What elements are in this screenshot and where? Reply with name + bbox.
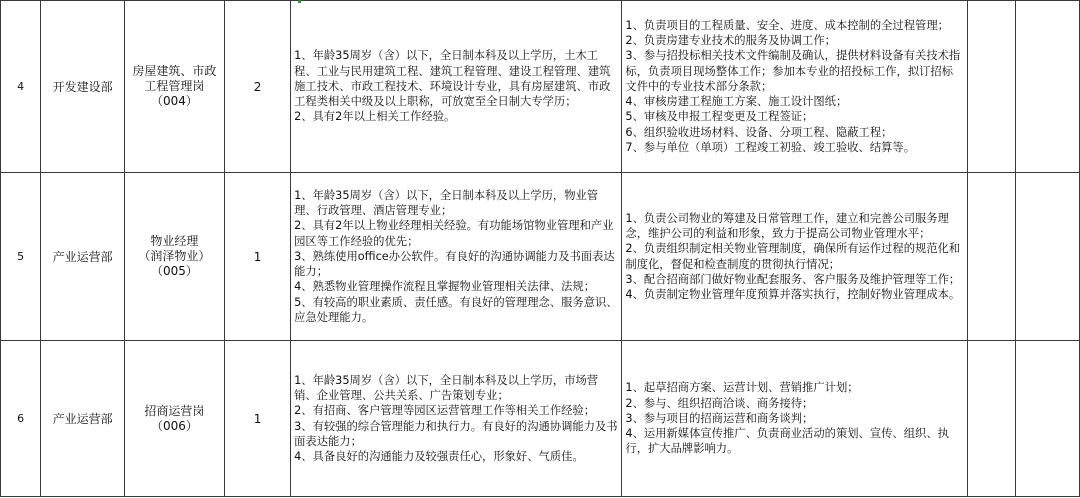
requirement-item: 1、年龄35周岁（含）以下，全日制本科及以上学历，物业管理、行政管理、酒店管理专业； <box>294 189 599 218</box>
table-row <box>1 1 1080 173</box>
requirement-item: 5、有较高的职业素质、责任感。有良好的管理理念、服务意识、应急处理能力。 <box>294 295 618 324</box>
position-line: 招商运营岗 <box>144 403 205 418</box>
position-cell <box>124 173 224 341</box>
row-number-cell: 5 <box>1 173 41 341</box>
requirement-item: 2、具有2年以上相关工作经验。 <box>294 110 456 124</box>
duty-item: 3、参与招投标相关技术文件编制及确认，提供材料设备有关技术指标，负责项目现场整体工作；参加本专业的招投标工作，拟订招标文件中的专业技术部分条款； <box>625 49 961 93</box>
duty-item: 6、组织验收进场材料、设备、分项工程、隐蔽工程； <box>625 125 893 139</box>
duty-item: 4、负责制定物业管理年度预算并落实执行，控制好物业管理成本。 <box>625 287 961 301</box>
duty-item: 5、审核及申报工程变更及工程签证； <box>625 110 814 124</box>
requirement-item: 4、熟悉物业管理操作流程且掌握物业管理相关法律、法规； <box>294 280 596 294</box>
empty-cell <box>967 1 1016 173</box>
row-number-cell: 4 <box>1 1 41 173</box>
cell-comment-marker <box>298 0 301 3</box>
requirements-cell <box>291 341 622 497</box>
duty-item: 2、负责房建专业技术的服务及协调工作； <box>625 34 836 48</box>
duty-item: 2、负责组织制定相关物业管理制度，确保所有运作过程的规范化和制度化，督促和检查制度的贯彻执行情况； <box>625 242 961 271</box>
requirement-item: 3、熟练使用office办公软件。有良好的沟通协调能力及书面表达能力； <box>294 249 615 279</box>
duty-item: 1、起草招商方案、运营计划、营销推广计划； <box>625 381 859 395</box>
position-line: 物业经理 <box>150 234 199 248</box>
position-line: 工程管理岗 <box>144 79 205 93</box>
duty-item: 3、配合招商部门做好物业配套服务、客户服务及维护管理等工作； <box>625 272 961 286</box>
requirement-item: 1、年龄35周岁（含）以下，全日制本科及以上学历，土木工程、工业与民用建筑工程、建筑工程管理、建设工程管理、建筑施工技术、市政工程技术、环境设计专业，具有房屋建筑、市政工程类相关中级及以上职称，可放宽至全日制大专学历； <box>294 49 611 109</box>
headcount-cell: 1 <box>225 341 291 497</box>
requirement-item: 4、具备良好的沟通能力及较强责任心，形象好、气质佳。 <box>294 449 584 463</box>
position-line: 房屋建筑、市政 <box>132 64 217 78</box>
duties-cell <box>622 173 967 341</box>
duties-cell <box>622 1 967 173</box>
empty-cell <box>967 173 1016 341</box>
empty-cell <box>1016 1 1080 173</box>
duty-item: 3、参与项目的招商运营和商务谈判； <box>625 411 814 425</box>
position-cell <box>124 341 224 497</box>
duty-item: 4、审核房建工程施工方案、施工设计图纸； <box>625 95 848 109</box>
position-cell <box>124 1 224 173</box>
empty-cell <box>967 341 1016 497</box>
position-code: （006） <box>150 418 198 433</box>
table-row <box>1 173 1080 341</box>
headcount-cell: 1 <box>225 173 291 341</box>
duty-item: 7、参与单位（单项）工程竣工初验、竣工验收、结算等。 <box>625 140 916 154</box>
duty-item: 2、参与、组织招商洽谈、商务接待； <box>625 396 814 410</box>
requirement-item: 1、年龄35周岁（含）以下，全日制本科及以上学历，市场营销、企业管理、公共关系、广告策划专业； <box>294 373 599 403</box>
duties-cell <box>622 341 967 497</box>
empty-cell <box>1016 173 1080 341</box>
position-line: （润泽物业） <box>138 249 211 263</box>
duty-item: 1、负责公司物业的筹建及日常管理工作，建立和完善公司服务理念，维护公司的利益和形象，致力于提高公司物业管理水平； <box>625 211 949 241</box>
position-code: （004） <box>150 94 198 108</box>
requirement-item: 3、有较强的综合管理能力和执行力。有良好的沟通协调能力及书面表达能力； <box>294 419 618 448</box>
duty-item: 1、负责项目的工程质量、安全、进度、成本控制的全过程管理； <box>625 19 949 33</box>
department-cell: 产业运营部 <box>41 341 124 497</box>
row-number-cell: 6 <box>1 341 41 497</box>
duty-item: 4、运用新媒体宣传推广、负责商业活动的策划、宣传、组织、执行，扩大品牌影响力。 <box>625 427 949 456</box>
position-code: （005） <box>150 264 198 278</box>
headcount-cell: 2 <box>225 1 291 173</box>
requirements-cell <box>291 173 622 341</box>
requirement-item: 2、具有2年以上物业经理相关经验。有功能场馆物业管理和产业园区等工作经验的优先； <box>294 219 614 248</box>
department-cell: 产业运营部 <box>41 173 124 341</box>
department-cell: 开发建设部 <box>41 1 124 173</box>
requirements-cell <box>291 1 622 173</box>
empty-cell <box>1016 341 1080 497</box>
requirement-item: 2、有招商、客户管理等园区运营管理工作等相关工作经验； <box>294 404 596 418</box>
table-row <box>1 341 1080 497</box>
